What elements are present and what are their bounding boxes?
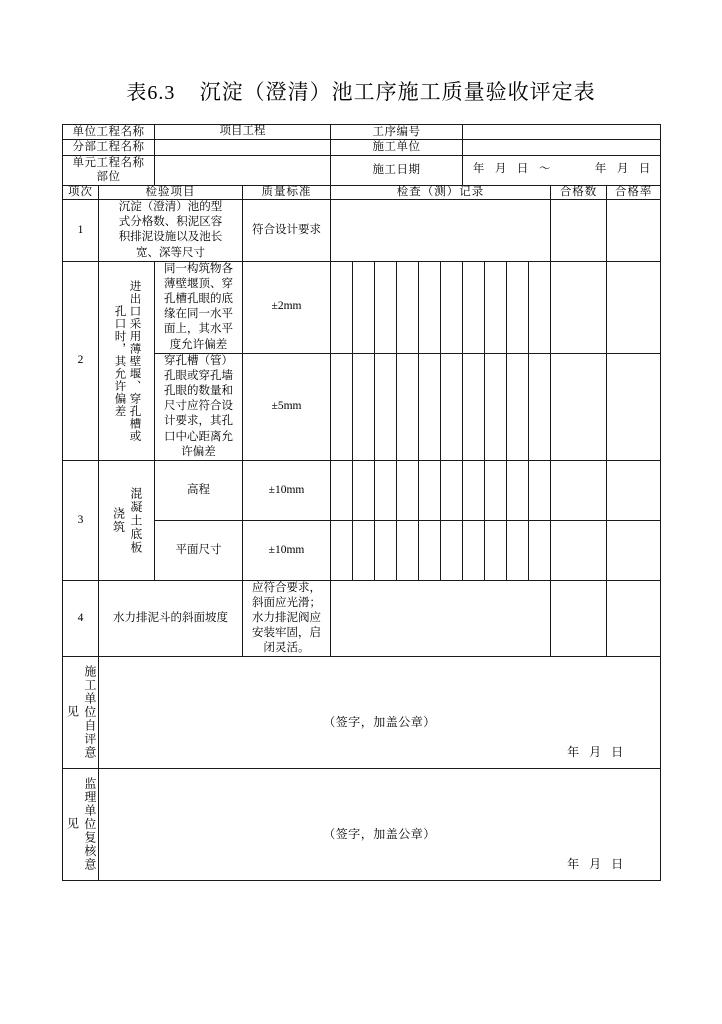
date-line-construction-unit: [562, 745, 628, 759]
row4-qualified-rate[interactable]: [607, 580, 661, 656]
date-start-year: 年: [472, 163, 485, 176]
date-end-year: 年: [594, 163, 607, 176]
th-item-no: 项次: [63, 185, 99, 200]
row3b-qualified-rate[interactable]: [607, 520, 661, 580]
table-row: [63, 261, 661, 353]
record-subcell[interactable]: [463, 261, 485, 353]
row2b-detail-line: 许偏差: [181, 445, 216, 458]
record-subcell[interactable]: [375, 353, 397, 460]
opinion-body-construction-unit[interactable]: [99, 656, 661, 768]
opinion-label-text: 监理单位复核意见: [65, 776, 97, 872]
row2b-detail-line: 口中心距离允: [164, 430, 233, 443]
opinion2-month: 月: [589, 857, 602, 872]
label-process-number: 工序编号: [331, 125, 463, 140]
th-inspection-item: 检验项目: [99, 185, 243, 200]
record-subcell[interactable]: [507, 520, 529, 580]
value-construction-date[interactable]: [463, 155, 661, 185]
row4-quality-standard: [243, 580, 331, 656]
row2-item-no: 2: [63, 261, 99, 460]
record-subcell[interactable]: [353, 520, 375, 580]
row1-item-line: 式分格数、积泥区容: [118, 216, 223, 229]
row2a-detail-line: 薄壁堰顶、穿: [164, 277, 233, 290]
record-subcell[interactable]: [397, 353, 419, 460]
row4-standard-line: 应符合要求，: [252, 581, 321, 594]
row1-quality-standard: 符合设计要求: [243, 200, 331, 262]
row2a-detail-line: 面上，其水平: [164, 323, 233, 336]
record-subcell[interactable]: [529, 460, 551, 520]
row2a-qualified-count[interactable]: [551, 261, 607, 353]
label-element-project-name-line2: 部位: [96, 171, 121, 184]
value-element-project-name[interactable]: [155, 155, 331, 185]
row3a-qualified-rate[interactable]: [607, 460, 661, 520]
record-subcell[interactable]: [353, 353, 375, 460]
value-process-number[interactable]: [463, 125, 661, 140]
header-row-element-project: [63, 155, 661, 185]
record-subcell[interactable]: [331, 520, 353, 580]
row2-inspection-item: [99, 261, 155, 460]
record-subcell[interactable]: [331, 353, 353, 460]
record-subcell[interactable]: [441, 460, 463, 520]
row2a-detail-line: 缘在同一水平: [164, 308, 233, 321]
record-subcell[interactable]: [441, 261, 463, 353]
label-division-project-name: 分部工程名称: [63, 140, 155, 155]
signature-note-supervision-unit: （签字，加盖公章）: [323, 827, 436, 842]
row2a-detail-line: 度允许偏差: [169, 338, 228, 351]
record-subcell[interactable]: [331, 261, 353, 353]
opinion-label-supervision-unit: [63, 768, 99, 880]
record-subcell[interactable]: [463, 460, 485, 520]
row4-inspection-record[interactable]: [331, 580, 551, 656]
record-subcell[interactable]: [463, 520, 485, 580]
record-subcell[interactable]: [485, 261, 507, 353]
record-subcell[interactable]: [375, 520, 397, 580]
row4-inspection-item: 水力排泥斗的斜面坡度: [99, 580, 243, 656]
row2b-detail-line: 穿孔槽（管）: [164, 354, 233, 367]
row2a-detail-line: 同一构筑物各: [164, 262, 233, 275]
row4-item-no: 4: [63, 580, 99, 656]
table-row: [63, 580, 661, 656]
opinion-body-supervision-unit[interactable]: [99, 768, 661, 880]
opinion-label-construction-unit: [63, 656, 99, 768]
quality-inspection-form: [62, 124, 661, 881]
record-subcell[interactable]: [507, 261, 529, 353]
row3a-qualified-count[interactable]: [551, 460, 607, 520]
row3-inspection-item: [99, 460, 155, 580]
opinion1-year: 年: [567, 745, 580, 760]
opinion2-year: 年: [567, 857, 580, 872]
row1-item-line: 宽、深等尺寸: [136, 246, 205, 259]
value-unit-project-name[interactable]: 项目工程: [155, 125, 331, 140]
record-subcell[interactable]: [331, 460, 353, 520]
date-end-month: 月: [616, 163, 629, 176]
th-qualified-rate: 合格率: [607, 185, 661, 200]
row2b-detail-line: 孔眼或穿孔墙: [164, 369, 233, 382]
row3a-detail: 高程: [155, 460, 243, 520]
opinion-label-text: 施工单位自评意见: [65, 664, 97, 760]
row2b-detail-line: 尺寸应符合设: [164, 400, 233, 413]
table-column-header-row: [63, 185, 661, 200]
table-number: 表6.3: [126, 82, 176, 104]
row2a-detail-line: 孔槽孔眼的底: [164, 293, 233, 306]
record-subcell[interactable]: [397, 460, 419, 520]
value-division-project-name[interactable]: [155, 140, 331, 155]
label-construction-date: 施工日期: [331, 155, 463, 185]
row1-inspection-record[interactable]: [331, 200, 551, 262]
record-subcell[interactable]: [419, 460, 441, 520]
row3b-quality-standard: ±10mm: [243, 520, 331, 580]
header-row-unit-project: [63, 125, 661, 140]
row2a-detail: [155, 261, 243, 353]
record-subcell[interactable]: [485, 460, 507, 520]
signature-note-construction-unit: （签字，加盖公章）: [323, 715, 436, 730]
row1-inspection-item: [99, 200, 243, 262]
record-subcell[interactable]: [397, 261, 419, 353]
row2b-qualified-count[interactable]: [551, 353, 607, 460]
row4-qualified-count[interactable]: [551, 580, 607, 656]
row1-qualified-count[interactable]: [551, 200, 607, 262]
opinion-row-supervision-unit: [63, 768, 661, 880]
record-subcell[interactable]: [375, 460, 397, 520]
record-subcell[interactable]: [353, 460, 375, 520]
record-subcell[interactable]: [441, 353, 463, 460]
record-subcell[interactable]: [397, 520, 419, 580]
record-subcell[interactable]: [529, 520, 551, 580]
opinion2-day: 日: [611, 857, 624, 872]
row2-item-vertical-text: 进出口采用薄壁堰、穿孔槽或孔口时，其允许偏差: [113, 279, 141, 443]
title-text: 沉淀（澄清）池工序施工质量验收评定表: [199, 80, 596, 104]
opinion-row-construction-unit: [63, 656, 661, 768]
date-end-day: 日: [638, 163, 651, 176]
label-element-project-name-line1: 单元工程名称: [72, 156, 145, 169]
th-qualified-count: 合格数: [551, 185, 607, 200]
row2b-quality-standard: ±5mm: [243, 353, 331, 460]
row2b-qualified-rate[interactable]: [607, 353, 661, 460]
date-line-supervision-unit: [562, 857, 628, 871]
row4-standard-line: 安装牢固，启: [252, 626, 321, 639]
row1-item-line: 积排泥设施以及池长: [118, 231, 223, 244]
record-subcell[interactable]: [507, 353, 529, 460]
record-subcell[interactable]: [485, 520, 507, 580]
row3-item-vertical-text: 混凝土底板浇筑: [111, 486, 143, 555]
table-row: [63, 460, 661, 520]
label-element-project-name: [63, 155, 155, 185]
row3a-quality-standard: ±10mm: [243, 460, 331, 520]
row4-standard-line: 水力排泥阀应: [252, 611, 321, 624]
table-row: [63, 200, 661, 262]
row4-standard-line: 斜面应光滑；: [252, 596, 321, 609]
row4-standard-line: 闭灵活。: [263, 641, 310, 654]
record-subcell[interactable]: [419, 520, 441, 580]
row2b-detail-line: 孔眼的数量和: [164, 385, 233, 398]
label-construction-unit: 施工单位: [331, 140, 463, 155]
record-subcell[interactable]: [529, 261, 551, 353]
date-start-day: 日: [516, 163, 529, 176]
record-subcell[interactable]: [353, 261, 375, 353]
row1-qualified-rate[interactable]: [607, 200, 661, 262]
opinion1-month: 月: [589, 745, 602, 760]
date-range-tilde: ～: [538, 163, 551, 176]
row3-item-no: 3: [63, 460, 99, 580]
header-row-division-project: [63, 140, 661, 155]
record-subcell[interactable]: [507, 460, 529, 520]
row2b-detail: [155, 353, 243, 460]
record-subcell[interactable]: [419, 261, 441, 353]
record-subcell[interactable]: [419, 353, 441, 460]
row2b-detail-line: 计要求，其孔: [164, 415, 233, 428]
record-subcell[interactable]: [529, 353, 551, 460]
th-inspection-record: 检查（测）记录: [331, 185, 551, 200]
record-subcell[interactable]: [463, 353, 485, 460]
record-subcell[interactable]: [485, 353, 507, 460]
row2a-quality-standard: ±2mm: [243, 261, 331, 353]
row1-item-no: 1: [63, 200, 99, 262]
row2a-qualified-rate[interactable]: [607, 261, 661, 353]
opinion1-day: 日: [611, 745, 624, 760]
row1-item-line: 沉淀（澄清）池的型: [118, 201, 223, 214]
row3b-qualified-count[interactable]: [551, 520, 607, 580]
page-title: [0, 76, 722, 106]
record-subcell[interactable]: [441, 520, 463, 580]
label-unit-project-name: 单位工程名称: [63, 125, 155, 140]
record-subcell[interactable]: [375, 261, 397, 353]
value-construction-unit[interactable]: [463, 140, 661, 155]
row3b-detail: 平面尺寸: [155, 520, 243, 580]
th-quality-standard: 质量标准: [243, 185, 331, 200]
date-start-month: 月: [494, 163, 507, 176]
